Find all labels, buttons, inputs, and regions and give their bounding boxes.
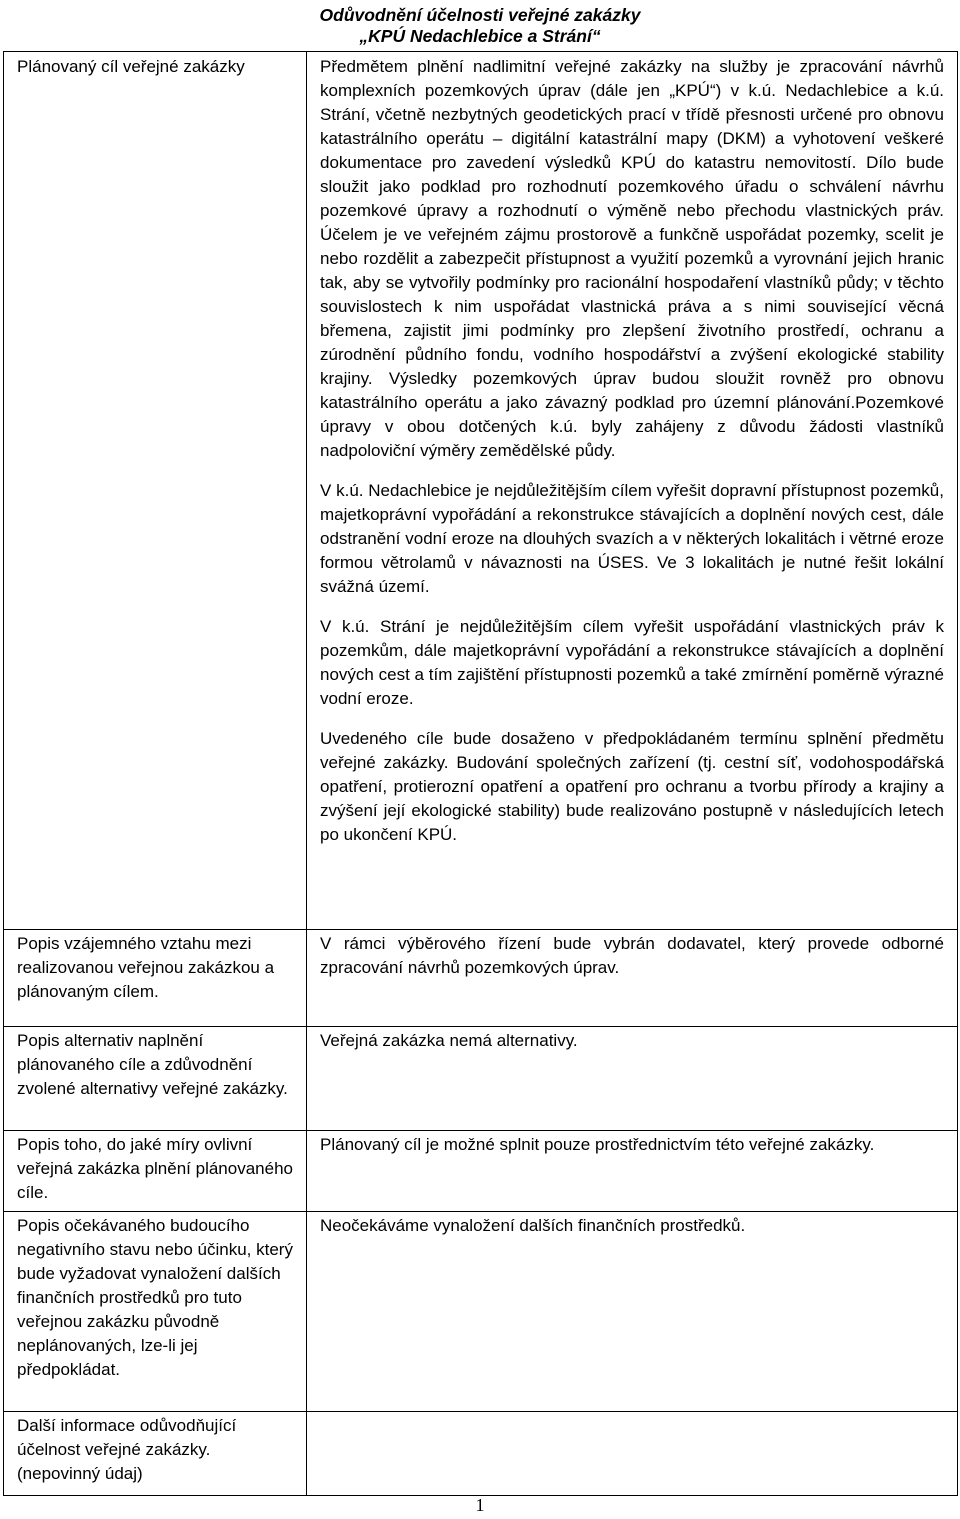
title-line-2: „KPÚ Nedachlebice a Strání“ — [359, 26, 601, 46]
row-value — [307, 1027, 958, 1131]
paragraph: Plánovaný cíl je možné splnit pouze prostřednictvím této veřejné zakázky. — [320, 1135, 875, 1154]
title-line-1: Odůvodnění účelnosti veřejné zakázky — [319, 5, 641, 25]
paragraph: Předmětem plnění nadlimitní veřejné zakázky na služby je zpracování návrhů komplexních pozemkových úprav (dále jen „KPÚ“) v k.ú. Nedachlebice a k.ú. Strání, včetně nezbytných geodetických prací v třídě přesnosti určené pro obnovu katastrálního operátu – digitální katastrální mapy (DKM) a vyhotovení veškeré dokumentace pro zavedení výsledků KPÚ do katastru nemovitostí. Dílo bude sloužit jako podklad pro rozhodnutí pozemkového úřadu o schválení návrhu pozemkové úpravy a rozhodnutí o výměně nebo přechodu vlastnických práv. Účelem je ve veřejném zájmu prostorově a funkčně uspořádat pozemky, scelit je nebo rozdělit a zabezpečit přístupnost a využití pozemků a vyrovnání jejich hranic tak, aby se vytvořily podmínky pro racionální hospodaření vlastníků půdy; v těchto souvislostech k nim uspořádat vlastnická práva a s nimi související věcná břemena, zajistit jimi podmínky pro zlepšení životního prostředí, ochranu a zúrodnění půdního fondu, vodního hospodářství a zvýšení ekologické stability krajiny. Výsledky pozemkových úprav budou sloužit rovněž pro obnovu katastrálního operátu a jako závazný podklad pro územní plánování.Pozemkové úpravy v obou dotčených k.ú. byly zahájeny z důvodu žádosti vlastníků nadpoloviční výměry zemědělské půdy. — [320, 57, 944, 460]
page-number: 1 — [475, 1495, 485, 1515]
paragraph: V k.ú. Nedachlebice je nejdůležitějším cílem vyřešit dopravní přístupnost pozemků, majetkoprávní vypořádání a rekonstrukce stávajících a doplnění nových cest, dále odstranění vodní eroze na dlouhých svazích a v některých lokalitách i větrné eroze formou větrolamů v návaznosti na ÚSES. Ve 3 lokalitách je nutné řešit lokální svážná území. — [320, 481, 944, 596]
justification-table — [3, 51, 958, 1496]
row-value — [307, 930, 958, 1027]
row-label: Plánovaný cíl veřejné zakázky — [4, 52, 307, 930]
document-title — [0, 5, 960, 47]
row-value — [307, 52, 958, 930]
table-row-alternatives — [4, 1027, 958, 1131]
row-label: Popis očekávaného budoucího negativního stavu nebo účinku, který bude vyžadovat vynaložení dalších finančních prostředků pro tuto veřejnou zakázku původně neplánovaných, lze-li jej předpokládat. — [4, 1212, 307, 1412]
row-label: Další informace odůvodňující účelnost veřejné zakázky. (nepovinný údaj) — [4, 1412, 307, 1496]
paragraph: V k.ú. Strání je nejdůležitějším cílem vyřešit uspořádání vlastnických práv k pozemkům, dále majetkoprávní vypořádání a rekonstrukce stávajících a doplnění nových cest a tím zajištění přístupnosti pozemků a také zmírnění poměrně výrazné vodní eroze. — [320, 617, 944, 708]
paragraph: Uvedeného cíle bude dosaženo v předpokládaném termínu splnění předmětu veřejné zakázky. Budování společných zařízení (tj. cestní síť, vodohospodářská opatření, protierozní opatření a opatření pro ochranu a tvorbu přírody a krajiny a zvýšení její ekologické stability) bude realizováno postupně v následujících letech po ukončení KPÚ. — [320, 729, 944, 844]
paragraph: V rámci výběrového řízení bude vybrán dodavatel, který provede odborné zpracování návrhů pozemkových úprav. — [320, 934, 944, 977]
paragraph: Neočekáváme vynaložení dalších finančních prostředků. — [320, 1216, 746, 1235]
row-value — [307, 1212, 958, 1412]
table-row-relationship — [4, 930, 958, 1027]
paragraph: Veřejná zakázka nemá alternativy. — [320, 1031, 578, 1050]
row-label: Popis alternativ naplnění plánovaného cíle a zdůvodnění zvolené alternativy veřejné zakázky. — [4, 1027, 307, 1131]
row-value — [307, 1412, 958, 1496]
row-value — [307, 1131, 958, 1212]
table-row-planned-goal — [4, 52, 958, 930]
table-row-negative-state — [4, 1212, 958, 1412]
row-label: Popis vzájemného vztahu mezi realizovanou veřejnou zakázkou a plánovaným cílem. — [4, 930, 307, 1027]
table-row-other-info — [4, 1412, 958, 1496]
row-label: Popis toho, do jaké míry ovlivní veřejná zakázka plnění plánovaného cíle. — [4, 1131, 307, 1212]
table-row-influence — [4, 1131, 958, 1212]
